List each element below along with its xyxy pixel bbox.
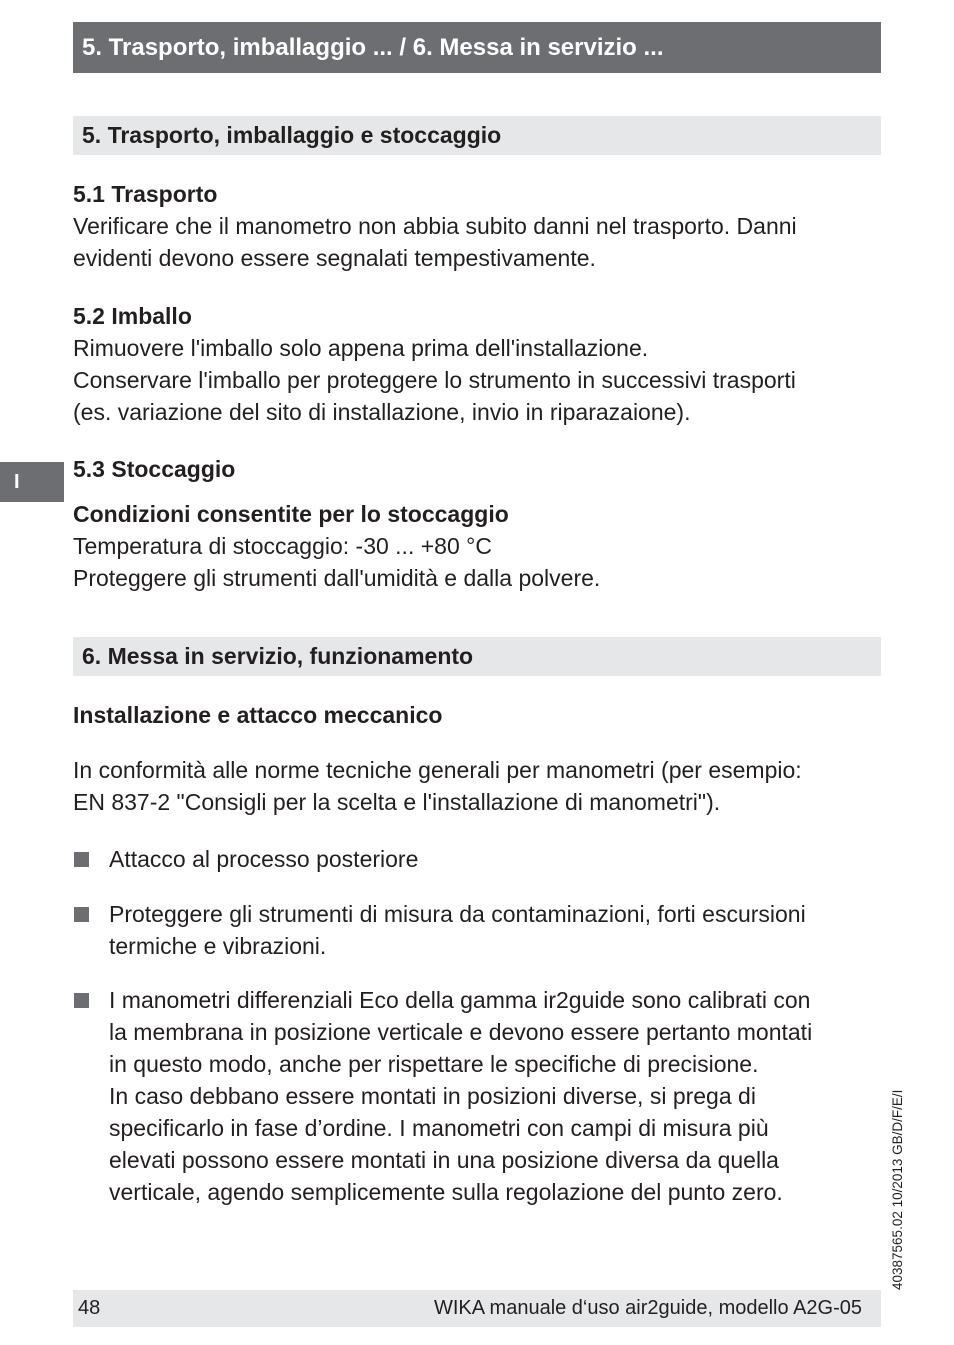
list-item: [109, 843, 418, 875]
bullet-square-icon: [74, 907, 89, 922]
heading-5-3: 5.3 Stoccaggio: [73, 456, 236, 482]
paragraph-5-3: [73, 530, 883, 594]
paragraph-6-intro: [73, 754, 883, 818]
list-item-line: termiche e vibrazioni.: [109, 933, 327, 959]
section-5-title-bar: [73, 116, 881, 155]
footer-title: WIKA manuale d‘uso air2guide, modello A2G-05: [433, 1297, 862, 1319]
page-header-title: 5. Trasporto, imballaggio ... / 6. Messa in servizio ...: [82, 34, 664, 61]
heading-5-2: 5.2 Imballo: [73, 303, 192, 329]
language-tab: [0, 462, 64, 502]
list-item-line: verticale, agendo semplicemente sulla regolazione del punto zero.: [109, 1179, 783, 1205]
paragraph-5-2: [73, 332, 883, 428]
section-6-title-bar: [73, 637, 881, 676]
section-5-title: 5. Trasporto, imballaggio e stoccaggio: [82, 122, 502, 148]
list-item-line: Attacco al processo posteriore: [109, 846, 419, 872]
paragraph-line: In conformità alle norme tecniche generali per manometri (per esempio:: [73, 757, 802, 783]
bullet-square-icon: [74, 852, 89, 867]
paragraph-line: Conservare l'imballo per proteggere lo strumento in successivi trasporti: [73, 367, 796, 393]
paragraph-5-1: [73, 210, 883, 274]
bullet-square-icon: [74, 993, 89, 1008]
list-item: [109, 898, 806, 962]
language-tab-label: I: [14, 471, 20, 493]
subheading-installation: Installazione e attacco meccanico: [73, 702, 443, 728]
list-item-line: In caso debbano essere montati in posizioni diverse, si prega di: [109, 1083, 756, 1109]
paragraph-line: Proteggere gli strumenti dall'umidità e dalla polvere.: [73, 565, 601, 591]
page-footer: [73, 1290, 881, 1327]
page-header: [73, 22, 881, 73]
paragraph-line: EN 837-2 "Consigli per la scelta e l'installazione di manometri").: [73, 789, 721, 815]
list-item-line: specificarlo in fase d’ordine. I manometri con campi di misura più: [109, 1115, 769, 1141]
list-item: [109, 984, 812, 1208]
paragraph-line: Temperatura di stoccaggio: -30 ... +80 °C: [73, 533, 492, 559]
list-item-line: elevati possono essere montati in una posizione diversa da quella: [109, 1147, 779, 1173]
paragraph-line: Rimuovere l'imballo solo appena prima dell'installazione.: [73, 335, 649, 361]
paragraph-line: Verificare che il manometro non abbia subito danni nel trasporto. Danni: [73, 213, 797, 239]
page-number: 48: [78, 1297, 101, 1319]
list-item-line: Proteggere gli strumenti di misura da contaminazioni, forti escursioni: [109, 901, 806, 927]
heading-5-1: 5.1 Trasporto: [73, 181, 218, 207]
document-code: 40387565.02 10/2013 GB/D/F/E/I: [890, 1089, 905, 1290]
section-6-title: 6. Messa in servizio, funzionamento: [82, 643, 474, 669]
list-item-line: la membrana in posizione verticale e devono essere pertanto montati: [109, 1019, 813, 1045]
list-item-line: I manometri differenziali Eco della gamma ir2guide sono calibrati con: [109, 987, 811, 1013]
subheading-storage-conditions: Condizioni consentite per lo stoccaggio: [73, 501, 509, 527]
paragraph-line: (es. variazione del sito di installazione, invio in riparazaione).: [73, 399, 691, 425]
paragraph-line: evidenti devono essere segnalati tempestivamente.: [73, 245, 596, 271]
list-item-line: in questo modo, anche per rispettare le specifiche di precisione.: [109, 1051, 759, 1077]
